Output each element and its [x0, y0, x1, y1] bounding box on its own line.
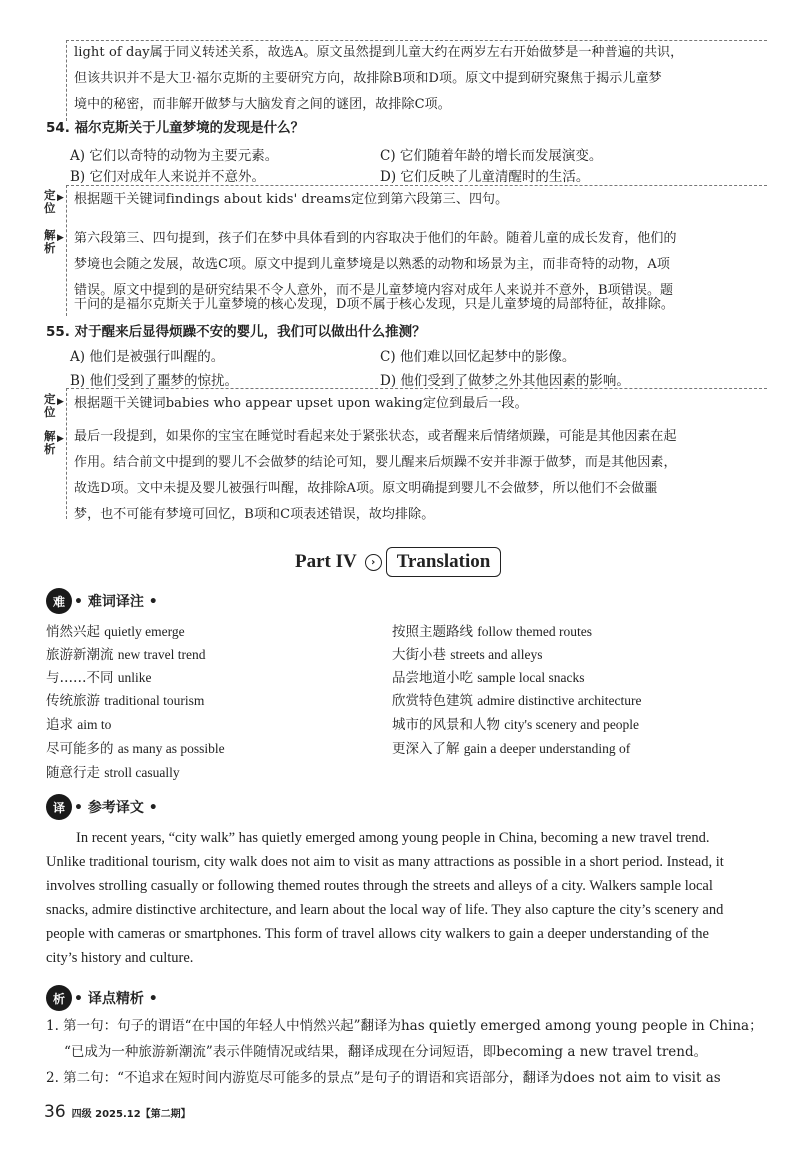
- arrow-right-icon: ▶: [57, 434, 64, 444]
- vocab-item: [46, 620, 185, 640]
- analysis-item-1-line-2: “已成为一种旅游新潮流”表示伴随情况或结果，翻译成现在分词短语，即becoming a new travel trend。: [64, 1044, 708, 1060]
- vocab-zh: 大街小巷: [392, 647, 446, 663]
- vocab-badge-icon: 难: [46, 588, 72, 614]
- note-top-line-2: 但该共识并不是大卫·福尔克斯的主要研究方向，故排除B项和D项。原文中提到研究聚焦于揭示儿童梦: [74, 71, 662, 86]
- ref-line-6: city’s history and culture.: [46, 950, 194, 966]
- analysis-items: [46, 1013, 766, 1091]
- q54-analysis-cont: [74, 292, 776, 318]
- q54-analysis-tag: [44, 228, 64, 255]
- vocab-en: follow themed routes: [477, 624, 593, 639]
- q54-analysis-line-4: 干问的是福尔克斯关于儿童梦境的核心发现，D项不属于核心发现，只是儿童梦境的局部特征，故排除。: [74, 297, 675, 312]
- q55-option-c: C) 他们难以回忆起梦中的影像。: [380, 349, 576, 365]
- vocab-item: [392, 666, 585, 686]
- vocab-zh: 悄然兴起: [46, 624, 100, 640]
- vocab-heading: [46, 588, 158, 614]
- vocab-en: aim to: [77, 717, 112, 732]
- q55-analysis-line-3: 故选D项。文中未提及婴儿被强行叫醒，故排除A项。原文明确提到婴儿不会做梦，所以他们不会做噩: [74, 481, 658, 496]
- ref-line-2: Unlike traditional tourism, city walk does not aim to visit as many attractions as possible in a short period. Instead, it: [46, 854, 724, 870]
- vocab-item: [46, 689, 204, 709]
- ref-line-5: people with cameras or smartphones. This form of travel allows city walkers to gain a deeper understanding of the: [46, 926, 709, 942]
- vocab-zh: 旅游新潮流: [46, 647, 114, 663]
- ref-line-4: snacks, admire distinctive architecture, and learn about the local way of life. They also capture the city’s scenery and: [46, 902, 724, 918]
- q55-option-b: B) 他们受到了噩梦的惊扰。: [70, 373, 238, 389]
- q55-analysis-tag: [44, 429, 64, 456]
- vocab-item: [46, 713, 111, 733]
- vocab-en: admire distinctive architecture: [477, 693, 642, 708]
- q54-analysis-line-3: 错误。原文中提到的是研究结果不令人意外，而不是儿童梦境内容对成年人来说并不意外，B项错误。题: [74, 283, 674, 298]
- vocab-zh: 城市的风景和人物: [392, 717, 500, 733]
- q54-analysis-line-2: 梦境也会随之发展，故选C项。原文中提到儿童梦境是以熟悉的动物和场景为主，而非奇特的动物，A项: [74, 257, 670, 272]
- q55-locate-text: 根据题干关键词babies who appear upset upon waking定位到最后一段。: [74, 396, 528, 411]
- arrow-right-icon: ▶: [57, 193, 64, 203]
- vocab-item: [392, 643, 543, 663]
- q54-option-d: D) 它们反映了儿童清醒时的生活。: [380, 169, 590, 185]
- arrow-right-icon: ▶: [57, 397, 64, 407]
- analysis-badge-icon: 析: [46, 985, 72, 1011]
- q55-analysis-line-2: 作用。结合前文中提到的婴儿不会做梦的结论可知，婴儿醒来后烦躁不安并非源于做梦，而是其他因素，: [74, 455, 677, 470]
- vocab-zh: 欣赏特色建筑: [392, 693, 473, 709]
- vocab-en: streets and alleys: [450, 647, 543, 662]
- vocab-item: [392, 737, 630, 757]
- question-54: 54. 福尔克斯关于儿童梦境的发现是什么？: [46, 120, 305, 136]
- vocab-item: [392, 689, 641, 709]
- q54-locate-tag: [44, 188, 64, 215]
- vocab-zh: 品尝地道小吃: [392, 670, 473, 686]
- part-title: Translation: [386, 547, 502, 577]
- vocab-en: city's scenery and people: [504, 717, 640, 732]
- q54-analysis-line-1: 第六段第三、四句提到，孩子们在梦中具体看到的内容取决于他们的年龄。随着儿童的成长发育，他们的: [74, 231, 677, 246]
- vocab-zh: 追求: [46, 717, 73, 733]
- issue-label: 四级 2025.12【第二期】: [71, 1109, 191, 1120]
- analysis-title: • 译点精析 •: [74, 991, 158, 1007]
- analysis-heading: [46, 985, 158, 1011]
- note-top-line-1: light of day属于同义转述关系，故选A。原文虽然提到儿童大约在两岁左右开始做梦是一种普遍的共识，: [74, 45, 684, 60]
- vocab-en: as many as possible: [117, 741, 225, 756]
- q55-locate-tag: [44, 392, 64, 419]
- q54-locate: [74, 187, 776, 213]
- vocab-item: [392, 620, 592, 640]
- ref-badge-icon: 译: [46, 794, 72, 820]
- vocab-item: [46, 643, 206, 663]
- page-number: 36: [44, 1102, 66, 1122]
- ref-translation: [46, 826, 758, 970]
- vocab-en: gain a deeper understanding of: [463, 741, 631, 756]
- vocab-en: quietly emerge: [104, 624, 185, 639]
- vocab-en: unlike: [117, 670, 152, 685]
- q54-locate-text: 根据题干关键词findings about kids' dreams定位到第六段第三、四句。: [74, 192, 509, 207]
- vocab-zh: 随意行走: [46, 765, 100, 781]
- vocab-zh: 尽可能多的: [46, 741, 114, 757]
- arrow-right-icon: ▶: [57, 233, 64, 243]
- ref-line-1: In recent years, “city walk” has quietly emerged among young people in China, becoming a new travel trend.: [76, 830, 710, 846]
- q55-analysis-label: 解析: [44, 429, 56, 456]
- ref-heading: [46, 794, 158, 820]
- part-number: Part IV: [295, 551, 357, 572]
- vocab-en: new travel trend: [117, 647, 206, 662]
- vocab-en: sample local snacks: [477, 670, 585, 685]
- ref-title: • 参考译文 •: [74, 800, 158, 816]
- q55-analysis-line-1: 最后一段提到，如果你的宝宝在睡觉时看起来处于紧张状态，或者醒来后情绪烦躁，可能是其他因素在起: [74, 429, 677, 444]
- q55-analysis-line-4: 梦，也不可能有梦境可回忆，B项和C项表述错误，故均排除。: [74, 507, 435, 522]
- vocab-title: • 难词译注 •: [74, 594, 158, 610]
- q54-locate-label: 定位: [44, 188, 56, 215]
- question-55: 55. 对于醒来后显得烦躁不安的婴儿，我们可以做出什么推测？: [46, 324, 426, 340]
- note-top: [74, 40, 764, 118]
- vocab-zh: 按照主题路线: [392, 624, 473, 640]
- vocab-item: [46, 761, 180, 781]
- q54-option-c: C) 它们随着年龄的增长而发展演变。: [380, 148, 603, 164]
- arrow-circle-icon: ›: [365, 554, 382, 571]
- part-heading: [295, 546, 501, 578]
- page-footer: [44, 1102, 191, 1122]
- vocab-en: traditional tourism: [104, 693, 205, 708]
- ref-line-3: involves strolling casually or following themed routes through the streets and alleys of a city. Walkers sample local: [46, 878, 713, 894]
- q54-analysis-label: 解析: [44, 228, 56, 255]
- q55-analysis: [74, 424, 776, 528]
- vocab-zh: 传统旅游: [46, 693, 100, 709]
- vocab-item: [46, 737, 225, 757]
- analysis-item-1-line-1: 1. 第一句：句子的谓语“在中国的年轻人中悄然兴起”翻译为has quietly emerged among young people in China；: [46, 1018, 763, 1034]
- q55-locate-label: 定位: [44, 392, 56, 419]
- note-top-line-3: 境中的秘密，而非解开做梦与大脑发育之间的谜团，故排除C项。: [74, 97, 451, 112]
- q55-locate: [74, 391, 776, 417]
- q54-option-a: A) 它们以奇特的动物为主要元素。: [70, 148, 279, 164]
- vocab-zh: 更深入了解: [392, 741, 460, 757]
- vocab-zh: 与……不同: [46, 670, 114, 686]
- analysis-item-2-line-1: 2. 第二句：“不追求在短时间内游览尽可能多的景点”是句子的谓语和宾语部分，翻译为does not aim to visit as: [46, 1070, 721, 1086]
- q55-option-a: A) 他们是被强行叫醒的。: [70, 349, 225, 365]
- vocab-en: stroll casually: [104, 765, 180, 780]
- vocab-item: [392, 713, 639, 733]
- q55-option-d: D) 他们受到了做梦之外其他因素的影响。: [380, 373, 630, 389]
- vocab-item: [46, 666, 152, 686]
- q54-option-b: B) 它们对成年人来说并不意外。: [70, 169, 265, 185]
